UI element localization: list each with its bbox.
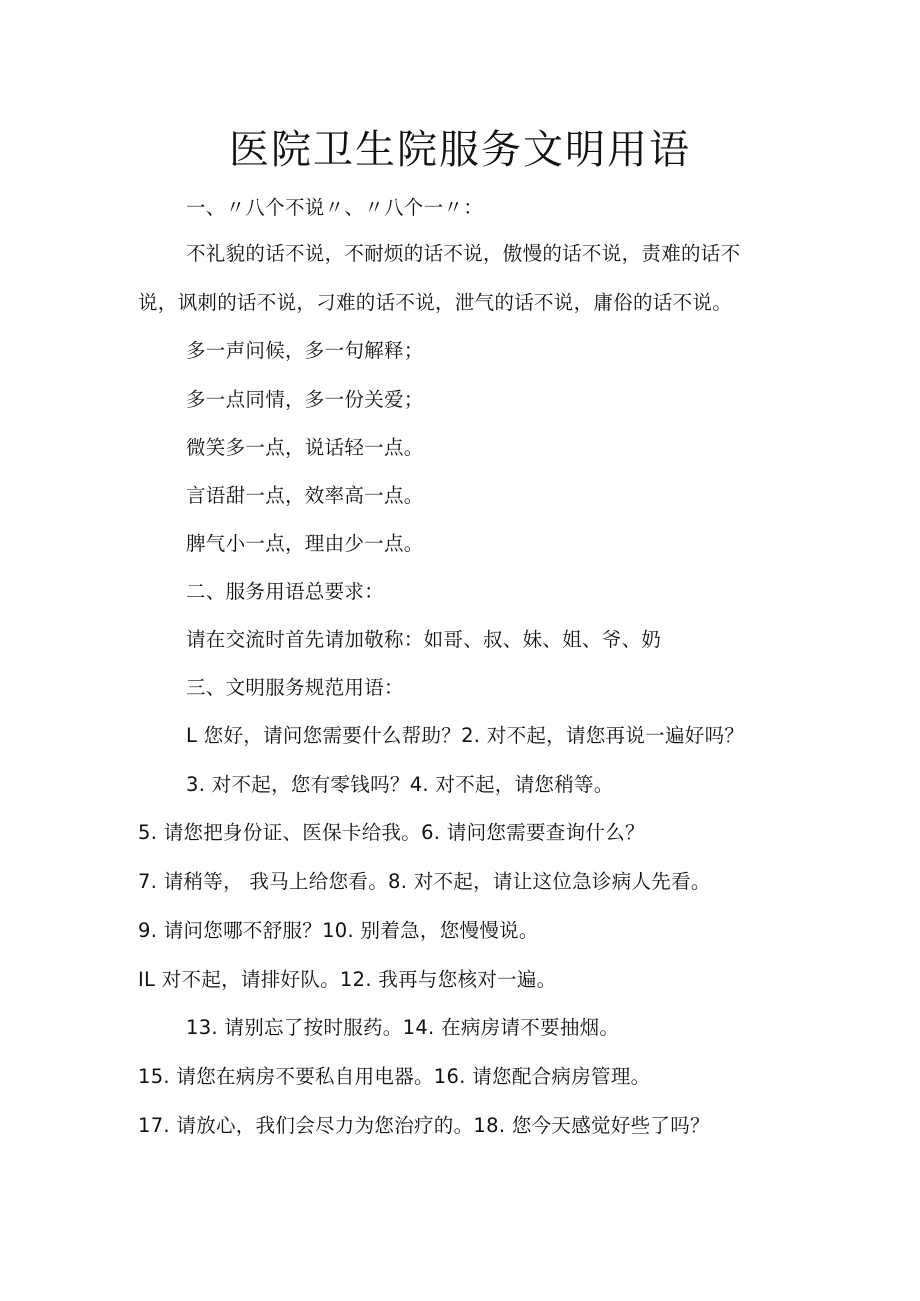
phrase-line: IL 对不起，请排好队。12. 我再与您核对一遍。 [138,968,557,991]
paragraph-line: 请在交流时首先请加敬称：如哥、叔、妹、姐、爷、奶 [186,628,662,651]
paragraph-line: 言语甜一点，效率高一点。 [186,484,424,507]
paragraph-line: 不礼貌的话不说，不耐烦的话不说，傲慢的话不说，责难的话不 [186,242,741,265]
paragraph-line: 说，讽刺的话不说，刁难的话不说，泄气的话不说，庸俗的话不说。 [138,291,733,314]
phrase-line: 3. 对不起，您有零钱吗？4. 对不起，请您稍等。 [186,773,614,796]
phrase-line: 9. 请问您哪不舒服？10. 别着急，您慢慢说。 [138,919,539,942]
phrase-line: 17. 请放心，我们会尽力为您治疗的。18. 您今天感觉好些了吗？ [138,1114,710,1137]
paragraph-line: 微笑多一点，说话轻一点。 [186,436,424,459]
paragraph-line: 多一点同情，多一份关爱； [186,388,424,411]
phrase-line: 7. 请稍等， 我马上给您看。8. 对不起，请让这位急诊病人先看。 [138,870,711,893]
phrase-line: L 您好，请问您需要什么帮助？2. 对不起，请您再说一遍好吗？ [186,724,745,747]
section-heading-2: 二、服务用语总要求： [186,580,385,603]
phrase-line: 5. 请您把身份证、医保卡给我。6. 请问您需要查询什么？ [138,821,645,844]
phrase-line: 15. 请您在病房不要私自用电器。16. 请您配合病房管理。 [138,1065,651,1088]
document-title: 医院卫生院服务文明用语 [229,127,691,173]
paragraph-line: 脾气小一点，理由少一点。 [186,532,424,555]
section-heading-3: 三、文明服务规范用语： [186,676,404,699]
paragraph-line: 多一声问候，多一句解释； [186,339,424,362]
section-heading-1: 一、〃八个不说〃、〃八个一〃： [186,196,484,219]
phrase-line: 13. 请别忘了按时服药。14. 在病房请不要抽烟。 [186,1016,620,1039]
